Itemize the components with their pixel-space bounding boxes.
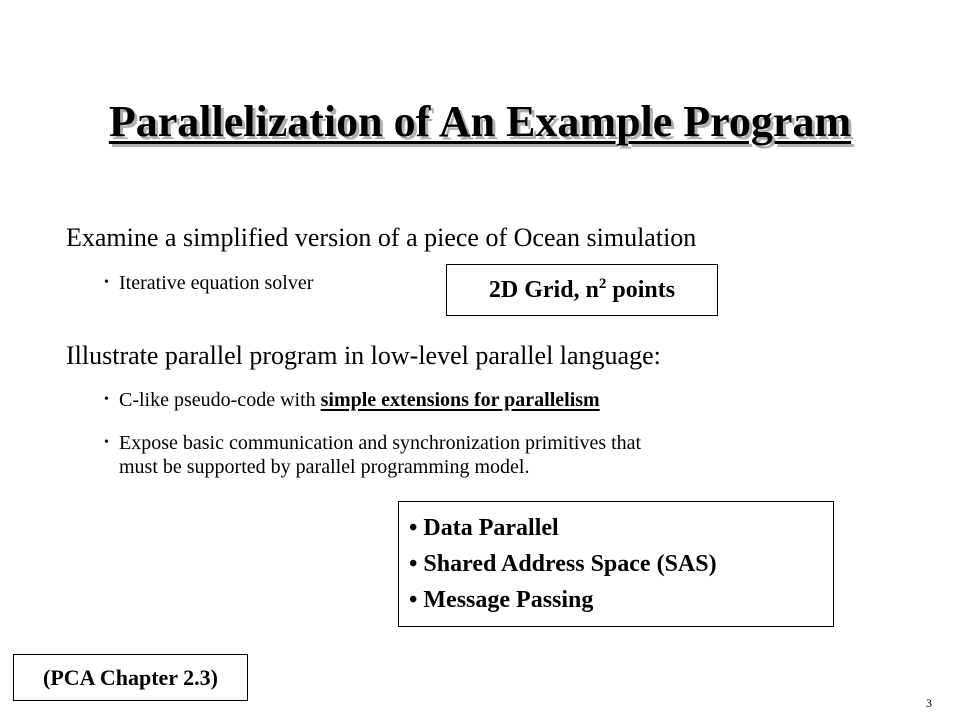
sub-point-text: Iterative equation solver: [119, 272, 314, 294]
sub-point-primitives: [104, 431, 641, 479]
main-point-illustrate: Illustrate parallel program in low-level parallel language:: [66, 341, 661, 370]
main-point-examine: Examine a simplified version of a piece of Ocean simulation: [66, 223, 697, 252]
page-number: 3: [926, 696, 932, 710]
model-item-data-parallel: • Data Parallel: [409, 515, 559, 541]
programming-models-box: [398, 501, 834, 627]
pseudo-code-prefix: C-like pseudo-code with: [119, 389, 321, 411]
model-item-message-passing: • Message Passing: [409, 587, 594, 613]
grid-callout-suffix: points: [606, 277, 676, 303]
chapter-reference-box: (PCA Chapter 2.3): [13, 654, 248, 701]
slide-title: Parallelization of An Example Program: [108, 97, 852, 146]
sub-point-text: [119, 388, 600, 412]
grid-callout-exponent: 2: [598, 276, 607, 292]
model-item-shared-address-space: • Shared Address Space (SAS): [409, 551, 717, 577]
parallelism-extensions-emphasis: simple extensions for parallelism: [320, 389, 600, 411]
bullet-dot: •: [104, 275, 109, 290]
primitives-line-2: must be supported by parallel programming model.: [119, 456, 530, 478]
bullet-dot: •: [104, 435, 109, 450]
primitives-line-1: Expose basic communication and synchronization primitives that: [119, 432, 642, 454]
bullet-dot: •: [104, 392, 109, 407]
sub-point-pseudo-code: [104, 388, 600, 412]
grid-callout-prefix: 2D Grid, n: [488, 277, 599, 303]
grid-size-callout: [446, 264, 718, 316]
sub-point-iterative-solver: [104, 271, 313, 295]
